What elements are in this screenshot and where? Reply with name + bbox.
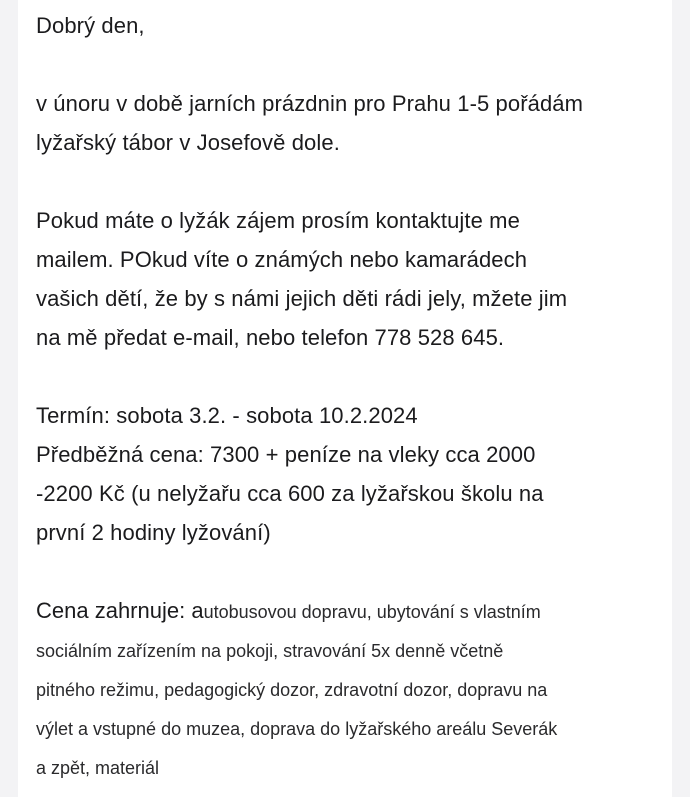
included-label: Cena zahrnuje: <box>36 598 192 623</box>
paragraph-gap <box>36 552 666 591</box>
included-line: sociálním zařízením na pokoji, stravování 5x denně včetně <box>36 641 504 661</box>
price-line: -2200 Kč (u nelyžařu cca 600 za lyžařskou školu na <box>36 481 544 506</box>
price-line: první 2 hodiny lyžování) <box>36 520 271 545</box>
greeting: Dobrý den, <box>36 13 145 38</box>
text-line: vašich dětí, že by s námi jejich děti rádi jely, mžete jim <box>36 286 568 311</box>
paragraph-dates-price <box>36 396 666 552</box>
included-first-line <box>36 591 666 632</box>
included-line: a zpět, materiál <box>36 758 160 778</box>
text-line: Pokud máte o lyžák zájem prosím kontaktujte me <box>36 208 520 233</box>
email-content <box>36 6 666 788</box>
paragraph-gap <box>36 162 666 201</box>
paragraph-invitation <box>36 84 666 162</box>
paragraph-included <box>36 591 666 788</box>
text-line: lyžařský tábor v Josefově dole. <box>36 130 340 155</box>
text-line: na mě předat e-mail, nebo telefon 778 528 645. <box>36 325 505 350</box>
paragraph-contact <box>36 201 666 357</box>
term-line: Termín: sobota 3.2. - sobota 10.2.2024 <box>36 403 418 428</box>
included-first-letter: a <box>191 598 204 623</box>
included-first-line-rest: utobusovou dopravu, ubytování s vlastním <box>203 602 541 622</box>
text-line: v únoru v době jarních prázdnin pro Prahu 1-5 pořádám <box>36 91 584 116</box>
paragraph-gap <box>36 357 666 396</box>
included-line: výlet a vstupné do muzea, doprava do lyžařského areálu Severák <box>36 719 558 739</box>
text-line: mailem. POkud víte o známých nebo kamarádech <box>36 247 528 272</box>
email-body <box>18 0 672 797</box>
price-line: Předběžná cena: 7300 + peníze na vleky cca 2000 <box>36 442 536 467</box>
included-line: pitného režimu, pedagogický dozor, zdravotní dozor, dopravu na <box>36 680 548 700</box>
paragraph-gap <box>36 45 666 84</box>
